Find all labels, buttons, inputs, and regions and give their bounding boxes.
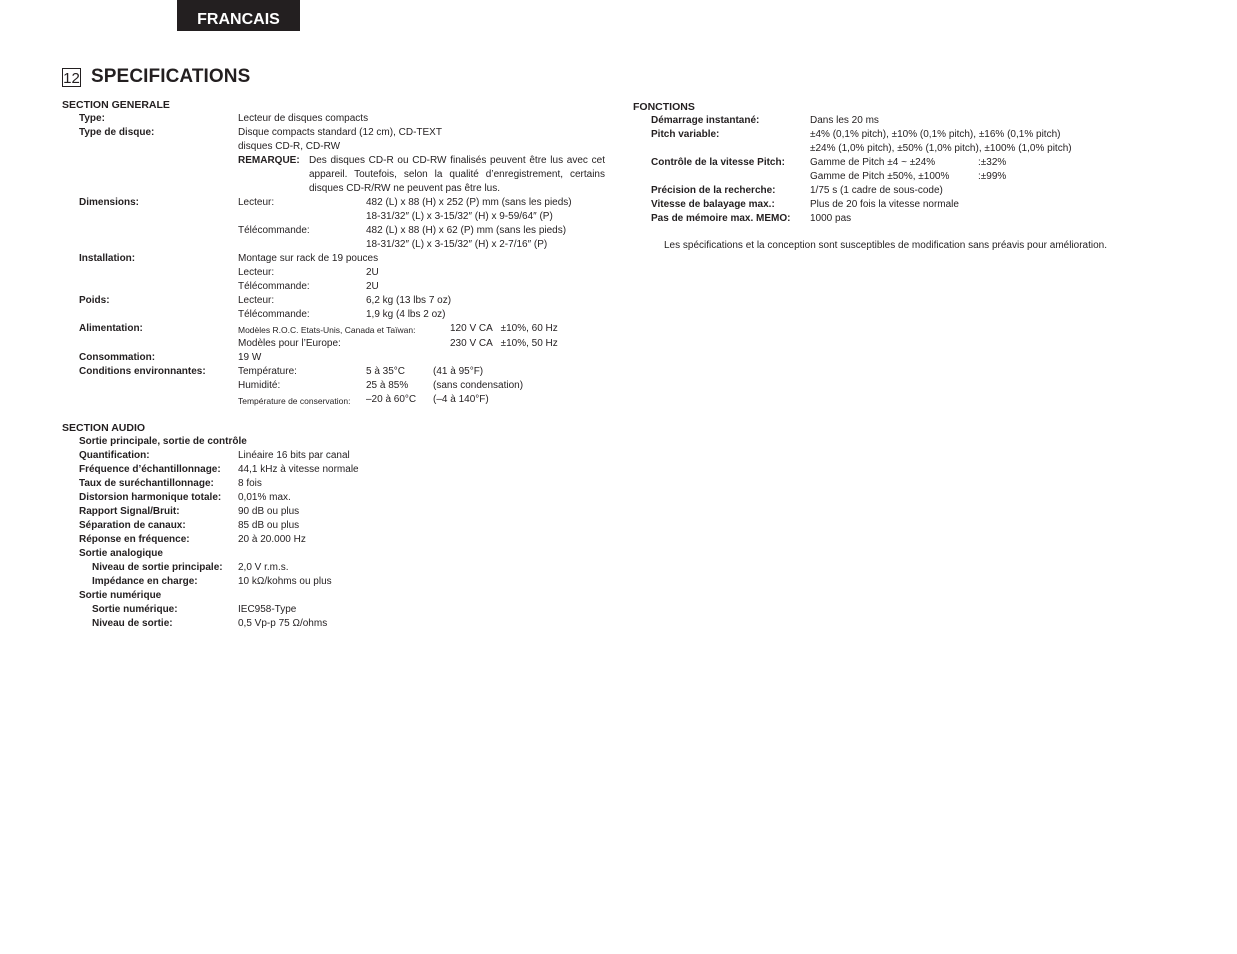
footnote: Les spécifications et la conception sont susceptibles de modification sans préavis pour amélioration. xyxy=(664,240,1108,251)
spec-label: Niveau de sortie: xyxy=(92,618,173,629)
spec-value: 85 dB ou plus xyxy=(238,520,300,531)
spec-sublabel: Télécommande: xyxy=(238,281,310,292)
subheading: Sortie principale, sortie de contrôle xyxy=(79,436,247,447)
spec-value: 8 fois xyxy=(238,478,262,489)
spec-label: Sortie numérique: xyxy=(92,604,178,615)
section-title xyxy=(62,66,250,88)
spec-value: disques CD-R, CD-RW xyxy=(238,141,341,152)
spec-label: Quantification: xyxy=(79,450,150,461)
spec-sublabel: Humidité: xyxy=(238,380,281,391)
spec-value: 2,0 V r.m.s. xyxy=(238,562,289,573)
spec-value: 482 (L) x 88 (H) x 62 (P) mm (sans les pieds) xyxy=(366,225,567,236)
spec-value: 18-31/32″ (L) x 3-15/32″ (H) x 9-59/64″ (P) xyxy=(366,211,553,222)
spec-value: 482 (L) x 88 (H) x 252 (P) mm (sans les pieds) xyxy=(366,197,572,208)
page-title: SPECIFICATIONS xyxy=(91,66,251,87)
spec-label: Pitch variable: xyxy=(651,129,720,140)
spec-value: 1000 pas xyxy=(810,213,852,224)
spec-label: Type: xyxy=(79,113,105,124)
spec-value: 44,1 kHz à vitesse normale xyxy=(238,464,359,475)
remarque-label: REMARQUE: xyxy=(238,155,300,166)
spec-value: 1/75 s (1 cadre de sous-code) xyxy=(810,185,943,196)
spec-value: :±32% xyxy=(978,157,1007,168)
spec-value: ±24% (1,0% pitch), ±50% (1,0% pitch), ±100% (1,0% pitch) xyxy=(810,143,1072,154)
spec-value: 18-31/32″ (L) x 3-15/32″ (H) x 2-7/16″ (P) xyxy=(366,239,548,250)
spec-sublabel: Lecteur: xyxy=(238,197,275,208)
spec-label: Séparation de canaux: xyxy=(79,520,186,531)
remarque-text: Des disques CD-R ou CD-RW finalisés peuvent être lus avec cet appareil. Toutefois, selon la qualité d’enregistrement, certains disques CD-R/RW ne peuvent pas être lus. xyxy=(309,155,605,194)
spec-sublabel: Télécommande: xyxy=(238,309,310,320)
spec-label: Fréquence d’échantillonnage: xyxy=(79,464,221,475)
spec-label: Vitesse de balayage max.: xyxy=(651,199,775,210)
spec-value: (sans condensation) xyxy=(433,380,524,391)
spec-label: Réponse en fréquence: xyxy=(79,534,190,545)
section-generale-heading: SECTION GENERALE xyxy=(62,99,170,111)
spec-value: Linéaire 16 bits par canal xyxy=(238,450,350,461)
spec-label: Poids: xyxy=(79,295,110,306)
spec-sublabel: Modèles pour l’Europe: xyxy=(238,338,341,349)
spec-value: 5 à 35°C xyxy=(366,366,406,377)
spec-value: 6,2 kg (13 lbs 7 oz) xyxy=(366,295,452,306)
language-tab: FRANCAIS xyxy=(177,0,300,31)
spec-value: 0,01% max. xyxy=(238,492,291,503)
subheading: Sortie numérique xyxy=(79,590,162,601)
spec-label: Taux de suréchantillonnage: xyxy=(79,478,214,489)
spec-value: IEC958-Type xyxy=(238,604,297,615)
spec-value: 90 dB ou plus xyxy=(238,506,300,517)
spec-value: 10 kΩ/kohms ou plus xyxy=(238,576,332,587)
spec-value: (–4 à 140°F) xyxy=(433,394,489,405)
spec-value: 19 W xyxy=(238,352,262,363)
spec-label: Niveau de sortie principale: xyxy=(92,562,223,573)
spec-label: Type de disque: xyxy=(79,127,155,138)
spec-label: Démarrage instantané: xyxy=(651,115,760,126)
spec-sublabel: Modèles R.O.C. Etats-Unis, Canada et Taïwan: xyxy=(238,325,416,335)
spec-value: 120 V CA ±10%, 60 Hz xyxy=(450,323,558,334)
spec-label: Contrôle de la vitesse Pitch: xyxy=(651,157,785,168)
spec-sublabel: Lecteur: xyxy=(238,267,275,278)
spec-label: Alimentation: xyxy=(79,323,143,334)
spec-label: Consommation: xyxy=(79,352,156,363)
spec-value: Lecteur de disques compacts xyxy=(238,113,369,124)
spec-value: :±99% xyxy=(978,171,1007,182)
spec-label: Impédance en charge: xyxy=(92,576,198,587)
spec-value: Montage sur rack de 19 pouces xyxy=(238,253,379,264)
spec-value: –20 à 60°C xyxy=(366,394,417,405)
spec-value: 2U xyxy=(366,267,379,278)
spec-value: Dans les 20 ms xyxy=(810,115,879,126)
spec-sublabel: Lecteur: xyxy=(238,295,275,306)
spec-value: Plus de 20 fois la vitesse normale xyxy=(810,199,959,210)
spec-value: Gamme de Pitch ±50%, ±100% xyxy=(810,171,950,182)
spec-value: 0,5 Vp-p 75 Ω/ohms xyxy=(238,618,328,629)
spec-label: Pas de mémoire max. MEMO: xyxy=(651,213,791,224)
spec-label: Rapport Signal/Bruit: xyxy=(79,506,180,517)
spec-value: ±4% (0,1% pitch), ±10% (0,1% pitch), ±16% (0,1% pitch) xyxy=(810,129,1061,140)
spec-label: Distorsion harmonique totale: xyxy=(79,492,222,503)
spec-label: Précision de la recherche: xyxy=(651,185,776,196)
spec-sublabel: Température: xyxy=(238,366,297,377)
section-number-badge: 12 xyxy=(63,69,80,87)
section-fonctions-heading: FONCTIONS xyxy=(633,101,695,113)
spec-sublabel: Télécommande: xyxy=(238,225,310,236)
spec-value: 1,9 kg (4 lbs 2 oz) xyxy=(366,309,446,320)
spec-label: Installation: xyxy=(79,253,136,264)
spec-value: Disque compacts standard (12 cm), CD-TEXT xyxy=(238,127,442,138)
spec-value: 20 à 20.000 Hz xyxy=(238,534,306,545)
subheading: Sortie analogique xyxy=(79,548,163,559)
spec-label: Dimensions: xyxy=(79,197,140,208)
spec-value: 230 V CA ±10%, 50 Hz xyxy=(450,338,558,349)
spec-label: Conditions environnantes: xyxy=(79,366,206,377)
spec-value: 25 à 85% xyxy=(366,380,409,391)
spec-value: Gamme de Pitch ±4 ~ ±24% xyxy=(810,157,936,168)
spec-sublabel: Température de conservation: xyxy=(238,396,351,406)
section-audio-heading: SECTION AUDIO xyxy=(62,422,146,434)
spec-value: (41 à 95°F) xyxy=(433,366,484,377)
spec-value: 2U xyxy=(366,281,379,292)
